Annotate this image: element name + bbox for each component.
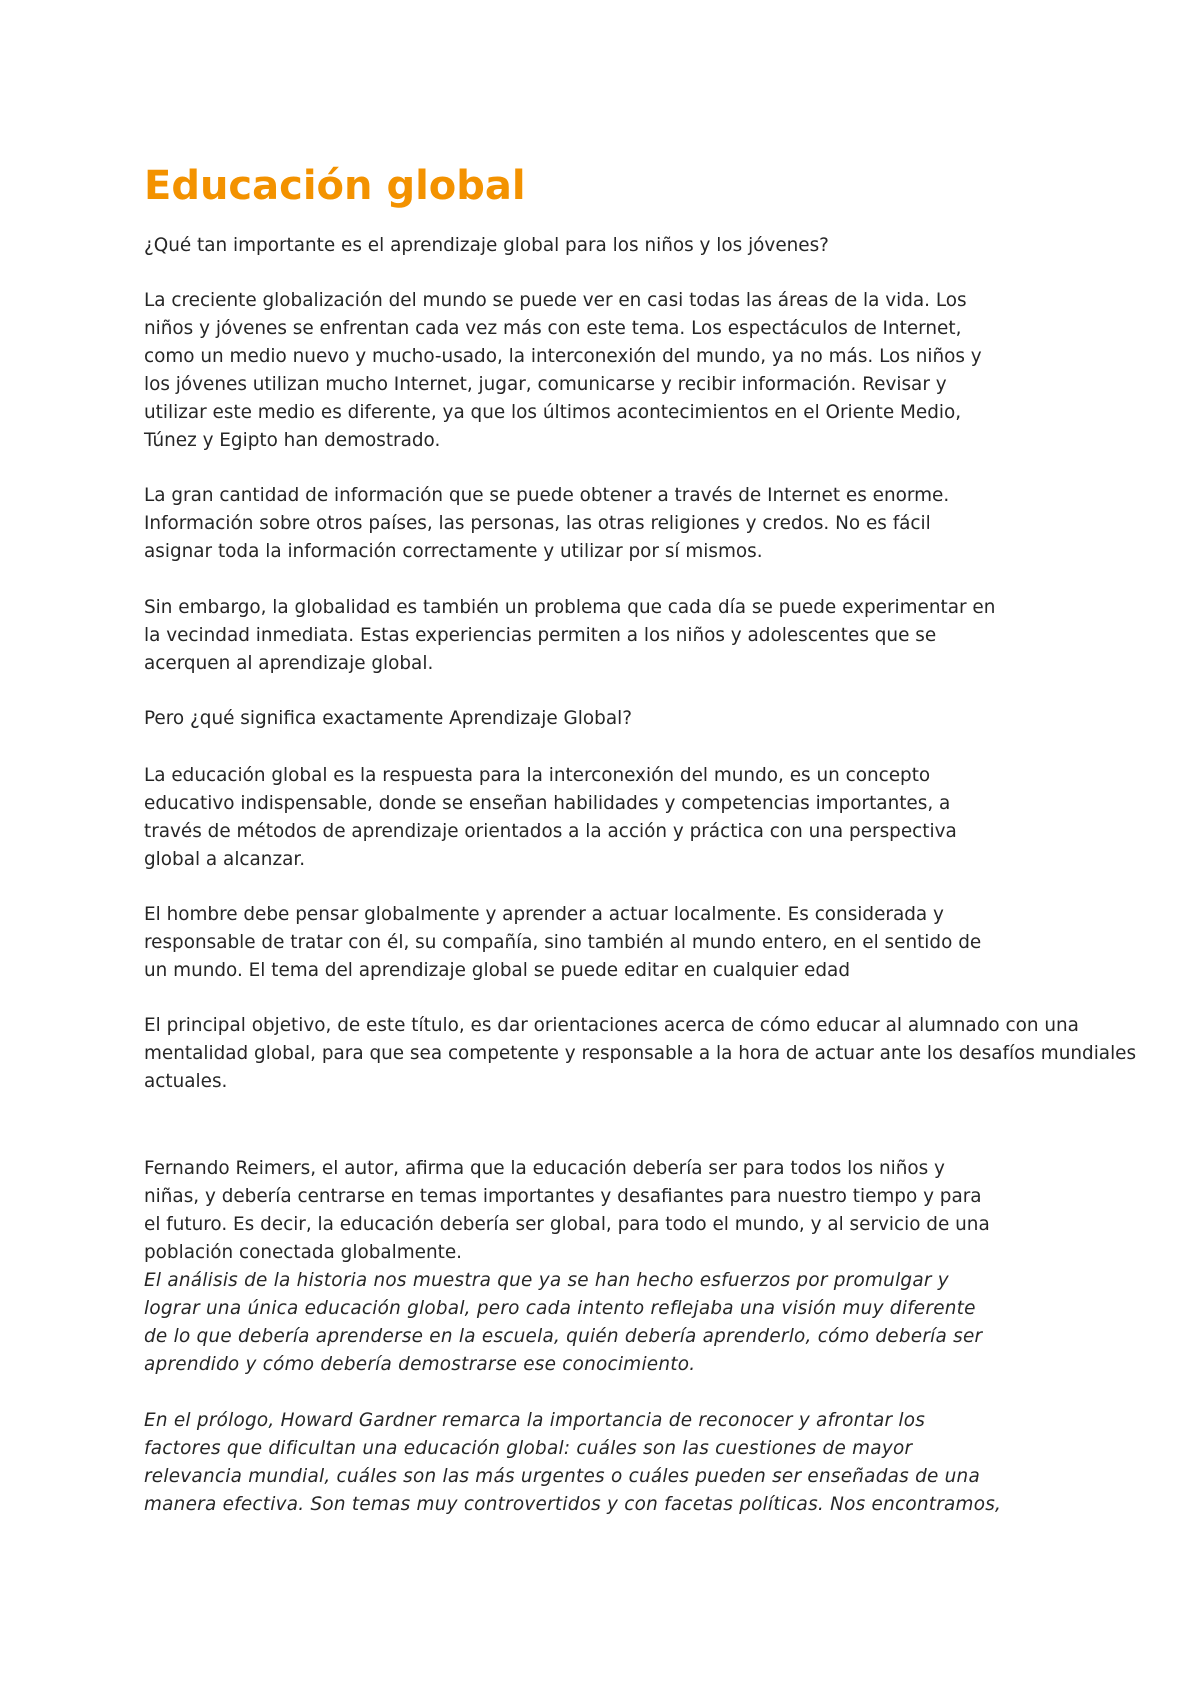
text-line: niñas, y debería centrarse en temas importantes y desafiantes para nuestro tiempo y para — [144, 1186, 982, 1207]
text-line: Fernando Reimers, el autor, afirma que la educación debería ser para todos los niños y — [144, 1158, 945, 1179]
text-line: utilizar este medio es diferente, ya que los últimos acontecimientos en el Oriente Medio, — [144, 402, 962, 423]
text-line: el futuro. Es decir, la educación debería ser global, para todo el mundo, y al servicio de una — [144, 1214, 990, 1235]
text-line: El hombre debe pensar globalmente y aprender a actuar localmente. Es considerada y — [144, 904, 944, 925]
text-line: niños y jóvenes se enfrentan cada vez más con este tema. Los espectáculos de Internet, — [144, 318, 962, 339]
text-line: factores que dificultan una educación global: cuáles son las cuestiones de mayor — [144, 1438, 913, 1459]
text-line: acerquen al aprendizaje global. — [144, 653, 434, 674]
text-line: los jóvenes utilizan mucho Internet, jugar, comunicarse y recibir información. Revisar y — [144, 374, 947, 395]
paragraph-think-globally — [144, 901, 981, 985]
text-line: asignar toda la información correctamente y utilizar por sí mismos. — [144, 541, 763, 562]
text-line: Pero ¿qué significa exactamente Aprendizaje Global? — [144, 708, 632, 729]
paragraph-globality — [144, 594, 995, 678]
page-title: Educación global — [144, 163, 526, 209]
text-line: como un medio nuevo y mucho-usado, la interconexión del mundo, ya no más. Los niños y — [144, 346, 982, 367]
text-line: educativo indispensable, donde se enseñan habilidades y competencias importantes, a — [144, 793, 951, 814]
text-line: un mundo. El tema del aprendizaje global se puede editar en cualquier edad — [144, 960, 850, 981]
paragraph-reimers — [144, 1155, 990, 1267]
paragraph-objective — [144, 1012, 1136, 1096]
text-line: lograr una única educación global, pero cada intento reflejaba una visión muy diferente — [144, 1298, 976, 1319]
text-line: manera efectiva. Son temas muy controvertidos y con facetas políticas. Nos encontramos, — [144, 1494, 1002, 1515]
text-line: de lo que debería aprenderse en la escuela, quién debería aprenderlo, cómo debería ser — [144, 1326, 983, 1347]
paragraph-history-italic — [144, 1267, 982, 1379]
text-line: mentalidad global, para que sea competente y responsable a la hora de actuar ante los desafíos mundiales — [144, 1043, 1137, 1064]
subtitle-question — [144, 232, 829, 260]
text-line: responsable de tratar con él, su compañía, sino también al mundo entero, en el sentido de — [144, 932, 982, 953]
paragraph-information — [144, 482, 949, 566]
paragraph-question — [144, 705, 632, 733]
text-line: ¿Qué tan importante es el aprendizaje global para los niños y los jóvenes? — [144, 235, 829, 256]
paragraph-prologue-italic — [144, 1407, 1001, 1519]
text-line: la vecindad inmediata. Estas experiencias permiten a los niños y adolescentes que se — [144, 625, 937, 646]
text-line: Túnez y Egipto han demostrado. — [144, 430, 441, 451]
text-line: El principal objetivo, de este título, es dar orientaciones acerca de cómo educar al alumnado con una — [144, 1015, 1079, 1036]
text-line: La gran cantidad de información que se puede obtener a través de Internet es enorme. — [144, 485, 950, 506]
text-line: La educación global es la respuesta para la interconexión del mundo, es un concepto — [144, 765, 931, 786]
text-line: actuales. — [144, 1071, 228, 1092]
text-line: global a alcanzar. — [144, 849, 306, 870]
text-line: población conectada globalmente. — [144, 1242, 463, 1263]
text-line: La creciente globalización del mundo se puede ver en casi todas las áreas de la vida. Los — [144, 290, 967, 311]
text-line: El análisis de la historia nos muestra que ya se han hecho esfuerzos por promulgar y — [144, 1270, 949, 1291]
paragraph-globalization — [144, 287, 982, 455]
text-line: través de métodos de aprendizaje orientados a la acción y práctica con una perspectiva — [144, 821, 957, 842]
text-line: Sin embargo, la globalidad es también un problema que cada día se puede experimentar en — [144, 597, 996, 618]
text-line: relevancia mundial, cuáles son las más urgentes o cuáles pueden ser enseñadas de una — [144, 1466, 980, 1487]
text-line: En el prólogo, Howard Gardner remarca la importancia de reconocer y afrontar los — [144, 1410, 926, 1431]
paragraph-global-education — [144, 762, 957, 874]
text-line: aprendido y cómo debería demostrarse ese conocimiento. — [144, 1354, 696, 1375]
text-line: Información sobre otros países, las personas, las otras religiones y credos. No es fácil — [144, 513, 931, 534]
